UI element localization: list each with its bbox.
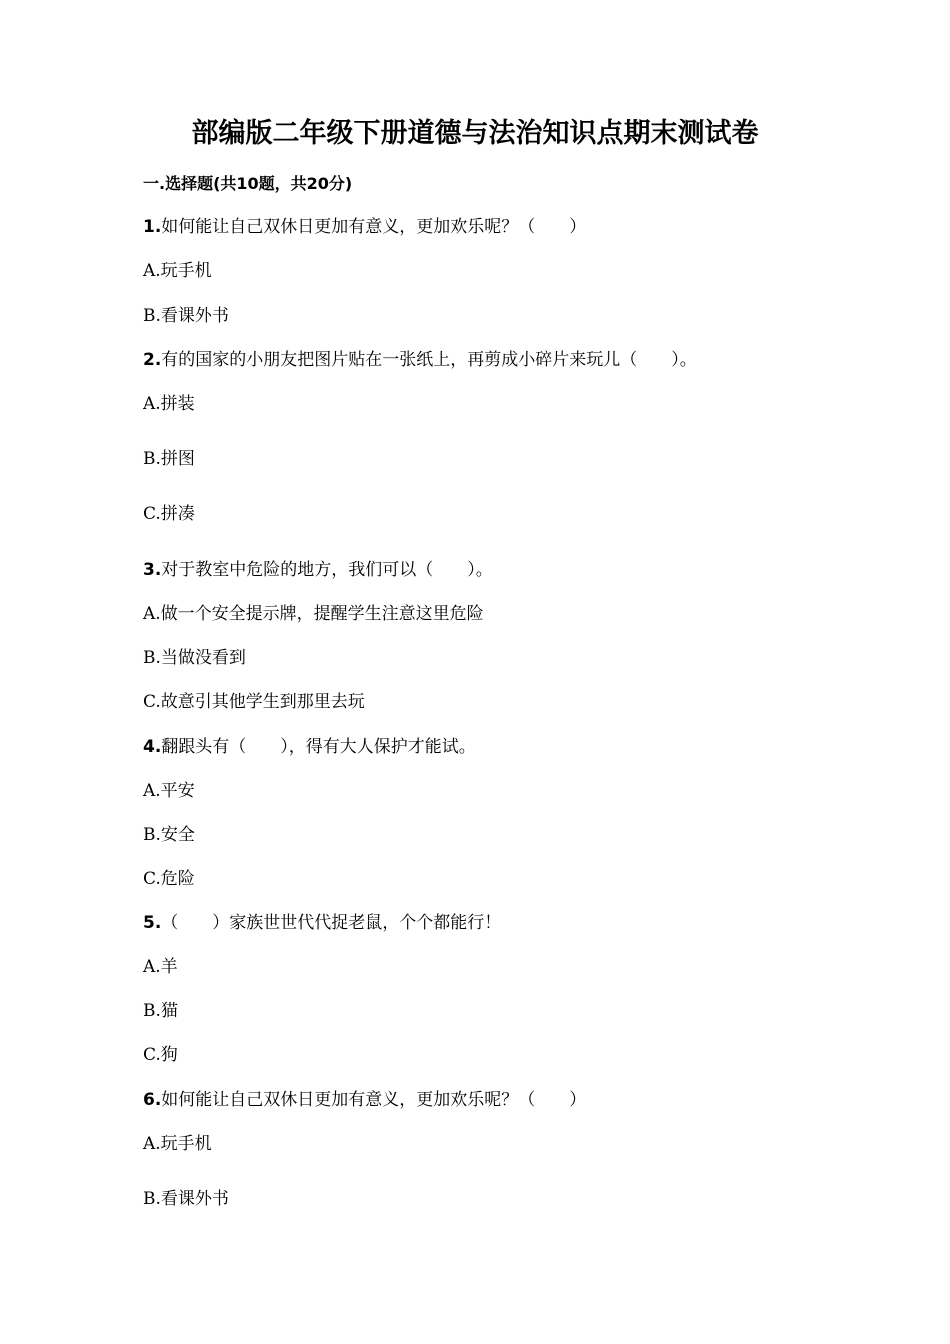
question-text: 如何能让自己双休日更加有意义，更加欢乐呢？（ ） — [161, 217, 587, 237]
option-1b: B.看课外书 — [143, 306, 229, 326]
question-text: 如何能让自己双休日更加有意义，更加欢乐呢？（ ） — [161, 1090, 587, 1110]
option-3c: C.故意引其他学生到那里去玩 — [143, 692, 365, 712]
option-5a: A.羊 — [143, 957, 178, 977]
question-4 — [143, 735, 476, 759]
option-3a: A.做一个安全提示牌，提醒学生注意这里危险 — [143, 604, 484, 624]
question-number: 5. — [143, 913, 162, 933]
option-2a: A.拼装 — [143, 394, 195, 414]
question-number: 4. — [143, 737, 162, 757]
option-2c: C.拼凑 — [143, 504, 195, 524]
option-1a: A.玩手机 — [143, 261, 212, 281]
option-5c: C.狗 — [143, 1045, 178, 1065]
question-number: 1. — [143, 217, 162, 237]
question-3 — [143, 558, 493, 582]
page-title: 部编版二年级下册道德与法治知识点期末测试卷 — [191, 118, 759, 149]
question-text: （ ）家族世世代代捉老鼠，个个都能行！ — [161, 913, 502, 933]
question-1 — [143, 215, 586, 239]
option-6b: B.看课外书 — [143, 1189, 229, 1209]
section-heading: 一.选择题(共10题，共20分) — [143, 174, 353, 193]
question-number: 3. — [143, 560, 162, 580]
option-5b: B.猫 — [143, 1001, 178, 1021]
question-text: 对于教室中危险的地方，我们可以（ ）。 — [161, 560, 493, 580]
question-6 — [143, 1088, 586, 1112]
option-4b: B.安全 — [143, 825, 195, 845]
question-text: 有的国家的小朋友把图片贴在一张纸上，再剪成小碎片来玩儿（ ）。 — [161, 350, 697, 370]
option-2b: B.拼图 — [143, 449, 195, 469]
question-number: 6. — [143, 1090, 162, 1110]
option-4c: C.危险 — [143, 869, 195, 889]
question-text: 翻跟头有（ ），得有大人保护才能试。 — [161, 737, 476, 757]
option-3b: B.当做没看到 — [143, 648, 246, 668]
option-6a: A.玩手机 — [143, 1134, 212, 1154]
question-number: 2. — [143, 350, 162, 370]
question-2 — [143, 348, 697, 372]
question-5 — [143, 911, 501, 935]
option-4a: A.平安 — [143, 781, 195, 801]
